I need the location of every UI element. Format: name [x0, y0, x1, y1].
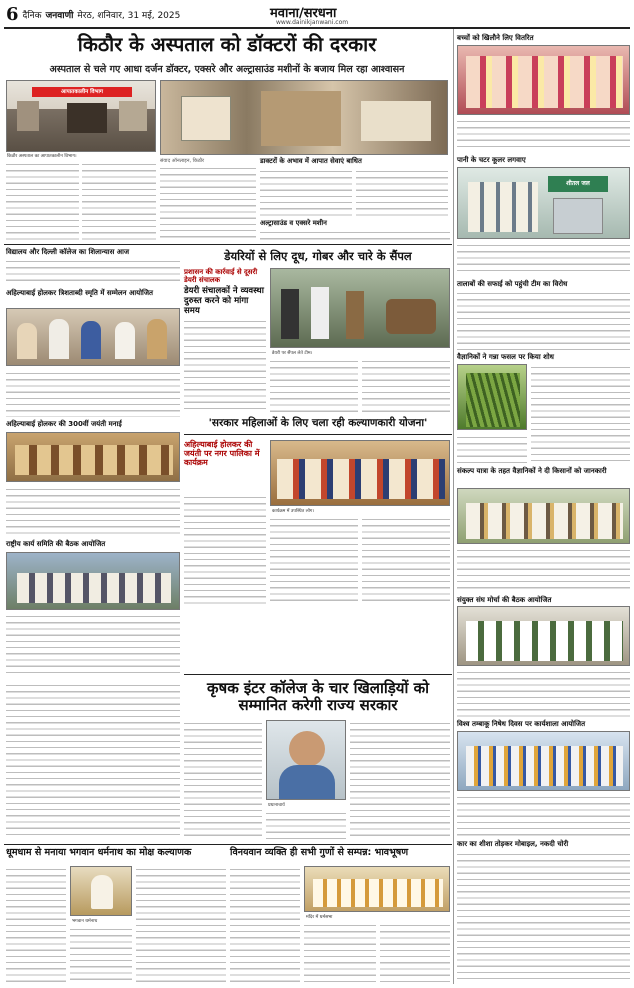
- vinayan-headline: विनयवान व्यक्ति ही सभी गुणों से सम्पन्न: भावभूषण: [230, 847, 409, 858]
- principal-face: [289, 731, 325, 767]
- right-story-6-body: [457, 669, 630, 717]
- person: [311, 287, 329, 339]
- right-story-7-body: [457, 794, 630, 836]
- lead-subheading-2: अल्ट्रासाउंड व एक्सरे मशीन: [260, 219, 327, 227]
- dairy-subline: डेयरी संचालकों ने व्यवस्था दुरुस्त करने को मांगा समय: [184, 286, 264, 316]
- dairy-caption: डेयरी पर सैंपल लेते टीम।: [272, 350, 372, 356]
- left-story-4-photo: [6, 552, 180, 610]
- college-caption: प्रधानाचार्य: [268, 802, 346, 808]
- left-continuation: [6, 682, 180, 840]
- person: [81, 321, 101, 359]
- farmers: [466, 503, 623, 539]
- group: [468, 182, 538, 232]
- site-url: www.dainikjanwani.com: [276, 19, 349, 26]
- hospital-building: [261, 91, 341, 146]
- quote-headline: 'सरकार महिलाओं के लिए चला रही कल्याणकारी योजना': [208, 417, 428, 429]
- lead-headline: किठौर के अस्पताल को डॉक्टरों की दरकार: [77, 33, 377, 56]
- college-col-3: [350, 720, 450, 840]
- masthead-rule: [4, 27, 630, 29]
- sugarcane: [466, 373, 520, 427]
- meeting-group: [17, 573, 171, 603]
- right-story-4-photo: [457, 364, 527, 430]
- right-story-8-body: [457, 851, 630, 983]
- left-story-2-headline: अहिल्याबाई होलकर त्रिशताब्दी स्मृति में सम्मेलन आयोजित: [6, 289, 153, 297]
- lead-col-4: [260, 168, 352, 218]
- center-left-photo: [270, 440, 450, 506]
- right-story-1-headline: बच्चों को खिलौने लिए वितरित: [457, 34, 534, 42]
- right-story-6-headline: संयुक्त संघ मोर्चा की बैठक आयोजित: [457, 596, 552, 604]
- person: [115, 322, 135, 359]
- lead-col-2: [82, 161, 156, 241]
- dairy-photo: [270, 268, 450, 348]
- rule: [4, 244, 452, 245]
- door-main: [67, 103, 107, 133]
- right-story-8-headline: कार का शीशा तोड़कर मोबाइल, नकदी चोरी: [457, 840, 569, 848]
- right-story-5-body: [457, 547, 630, 593]
- person: [49, 319, 69, 359]
- dairy-kicker: प्रशासन की कार्रवाई से दूसरी डेयरी संचालक: [184, 268, 258, 285]
- religion-col-2: [70, 926, 132, 982]
- center-left-col-3: [362, 516, 450, 606]
- right-story-4-body: [531, 364, 630, 464]
- left-story-3-body: [6, 486, 180, 536]
- column-divider: [453, 29, 454, 984]
- left-story-1-headline: विद्यालय और दिल्ली कॉलेज का शिलान्यास आज: [6, 248, 130, 256]
- center-left-headline: अहिल्याबाई होलकर की जयंती पर नगर पालिका में कार्यक्रम: [184, 440, 260, 468]
- lead-col-5: [356, 168, 448, 218]
- rule: [184, 674, 452, 675]
- audience: [313, 879, 443, 907]
- person: [147, 319, 167, 359]
- right-story-4-headline: वैज्ञानिकों ने गन्ना फसल पर किया शोध: [457, 353, 554, 361]
- lead-photo: [6, 80, 156, 152]
- center-left-body: [184, 494, 266, 606]
- lead-subheading-1: डाक्टरों के अभाव में आपात सेवाएं बाधित: [260, 157, 362, 165]
- right-story-2-photo: [457, 167, 630, 239]
- left-story-4-body: [6, 613, 180, 678]
- religion-headline: धूमधाम से मनाया भगवान धर्मनाथ का मोक्ष कल्याणक: [6, 847, 192, 858]
- page-number: 6: [6, 4, 19, 25]
- vinayan-photo: [304, 866, 450, 912]
- dairy-col-2: [270, 358, 358, 414]
- vinayan-col-2: [304, 922, 376, 982]
- college-photo: [266, 720, 346, 800]
- meeting: [466, 621, 623, 661]
- right-story-3-headline: तालाबों की सफाई को पहुंची टीम का विरोध: [457, 280, 568, 288]
- paper-name: जनवाणी: [45, 11, 74, 21]
- religion-col-3: [136, 866, 226, 982]
- lead-col-6: [260, 229, 450, 241]
- left-story-1-body: [6, 258, 180, 286]
- dateline: मेरठ, शनिवार, 31 मई, 2025: [77, 11, 181, 21]
- lead-col-3: [160, 165, 256, 241]
- children-group: [466, 56, 623, 108]
- person: [281, 289, 299, 339]
- cattle: [386, 299, 436, 334]
- right-story-7-headline: विश्व तम्बाकू निषेध दिवस पर कार्यशाला आयोजित: [457, 720, 586, 728]
- right-story-5-photo: [457, 488, 630, 544]
- left-story-2-body: [6, 370, 180, 417]
- rule: [4, 844, 452, 845]
- emergency-board: आपातकालीन विभाग: [32, 87, 132, 97]
- lead-photo-2: [160, 80, 448, 155]
- lead-photo-caption: किठौर अस्पताल का आपातकालीन विभाग।: [7, 153, 157, 159]
- door-left: [17, 101, 39, 131]
- right-story-1-photo: [457, 45, 630, 115]
- right-story-4-body-2: [457, 434, 527, 464]
- masthead: [6, 4, 180, 25]
- window-right: [119, 101, 147, 131]
- left-story-4-headline: राष्ट्रीय कार्य समिति की बैठक आयोजित: [6, 540, 106, 548]
- religion-caption: भगवान धर्मनाथ: [72, 918, 132, 924]
- college-col-1: [184, 720, 262, 840]
- left-story-3-photo: [6, 432, 180, 482]
- lead-byline: संवाद ऑनलाइन, किठौर: [160, 158, 205, 164]
- section-title: मवाना/सरधना: [270, 6, 337, 21]
- right-story-5-headline: संकल्प यात्रा के तहत वैज्ञानिकों ने दी किसानों को जानकारी: [457, 467, 607, 475]
- rule: [184, 434, 452, 435]
- college-col-2: [266, 810, 346, 840]
- lead-subhead: अस्पताल से चले गए आधा दर्जन डॉक्टर, एक्सरे और अल्ट्रासाउंड मशीनों के बजाय मिल रहा आश्वासन: [49, 64, 405, 75]
- event-group: [277, 459, 445, 499]
- students: [466, 746, 623, 786]
- left-story-3-headline: अहिल्याबाई होलकर की 300वीं जयंती मनाई: [6, 420, 122, 428]
- hospital-wall: [181, 96, 231, 141]
- college-headline: कृषक इंटर कॉलेज के चार खिलाड़ियों को सम्मानित करेगी राज्य सरकार: [207, 679, 429, 714]
- vinayan-col-3: [380, 922, 450, 982]
- paper-prefix: दैनिक: [22, 11, 42, 21]
- vinayan-col-1: [230, 866, 300, 982]
- dairy-col-1: [184, 318, 266, 414]
- person: [346, 291, 364, 339]
- right-story-7-photo: [457, 731, 630, 791]
- water-cooler: [553, 198, 603, 234]
- center-left-col-2: [270, 516, 358, 606]
- center-left-caption: कार्यक्रम में उपस्थित लोग।: [272, 508, 392, 514]
- person: [17, 323, 37, 359]
- right-story-2-headline: पानी के चटर कूलर लगवाए: [457, 156, 526, 164]
- right-story-6-photo: [457, 606, 630, 666]
- religion-photo: [70, 866, 132, 916]
- vinayan-caption: मंदिर में धर्मसभा: [306, 914, 426, 920]
- crowd: [15, 445, 173, 475]
- religion-col-1: [6, 866, 66, 982]
- right-story-2-body: [457, 242, 630, 276]
- right-story-3-body: [457, 290, 630, 350]
- cooler-banner: शीतल जल: [548, 176, 608, 192]
- lead-col-1: [6, 161, 79, 241]
- idol: [91, 875, 113, 909]
- dairy-col-3: [362, 358, 450, 414]
- left-story-2-photo: [6, 308, 180, 366]
- hospital-gate: [361, 101, 431, 141]
- principal-shirt: [279, 765, 335, 800]
- dairy-headline: डेयरियों से लिए दूध, गोबर और चारे के सैंपल: [224, 249, 412, 263]
- right-story-1-body: [457, 118, 630, 152]
